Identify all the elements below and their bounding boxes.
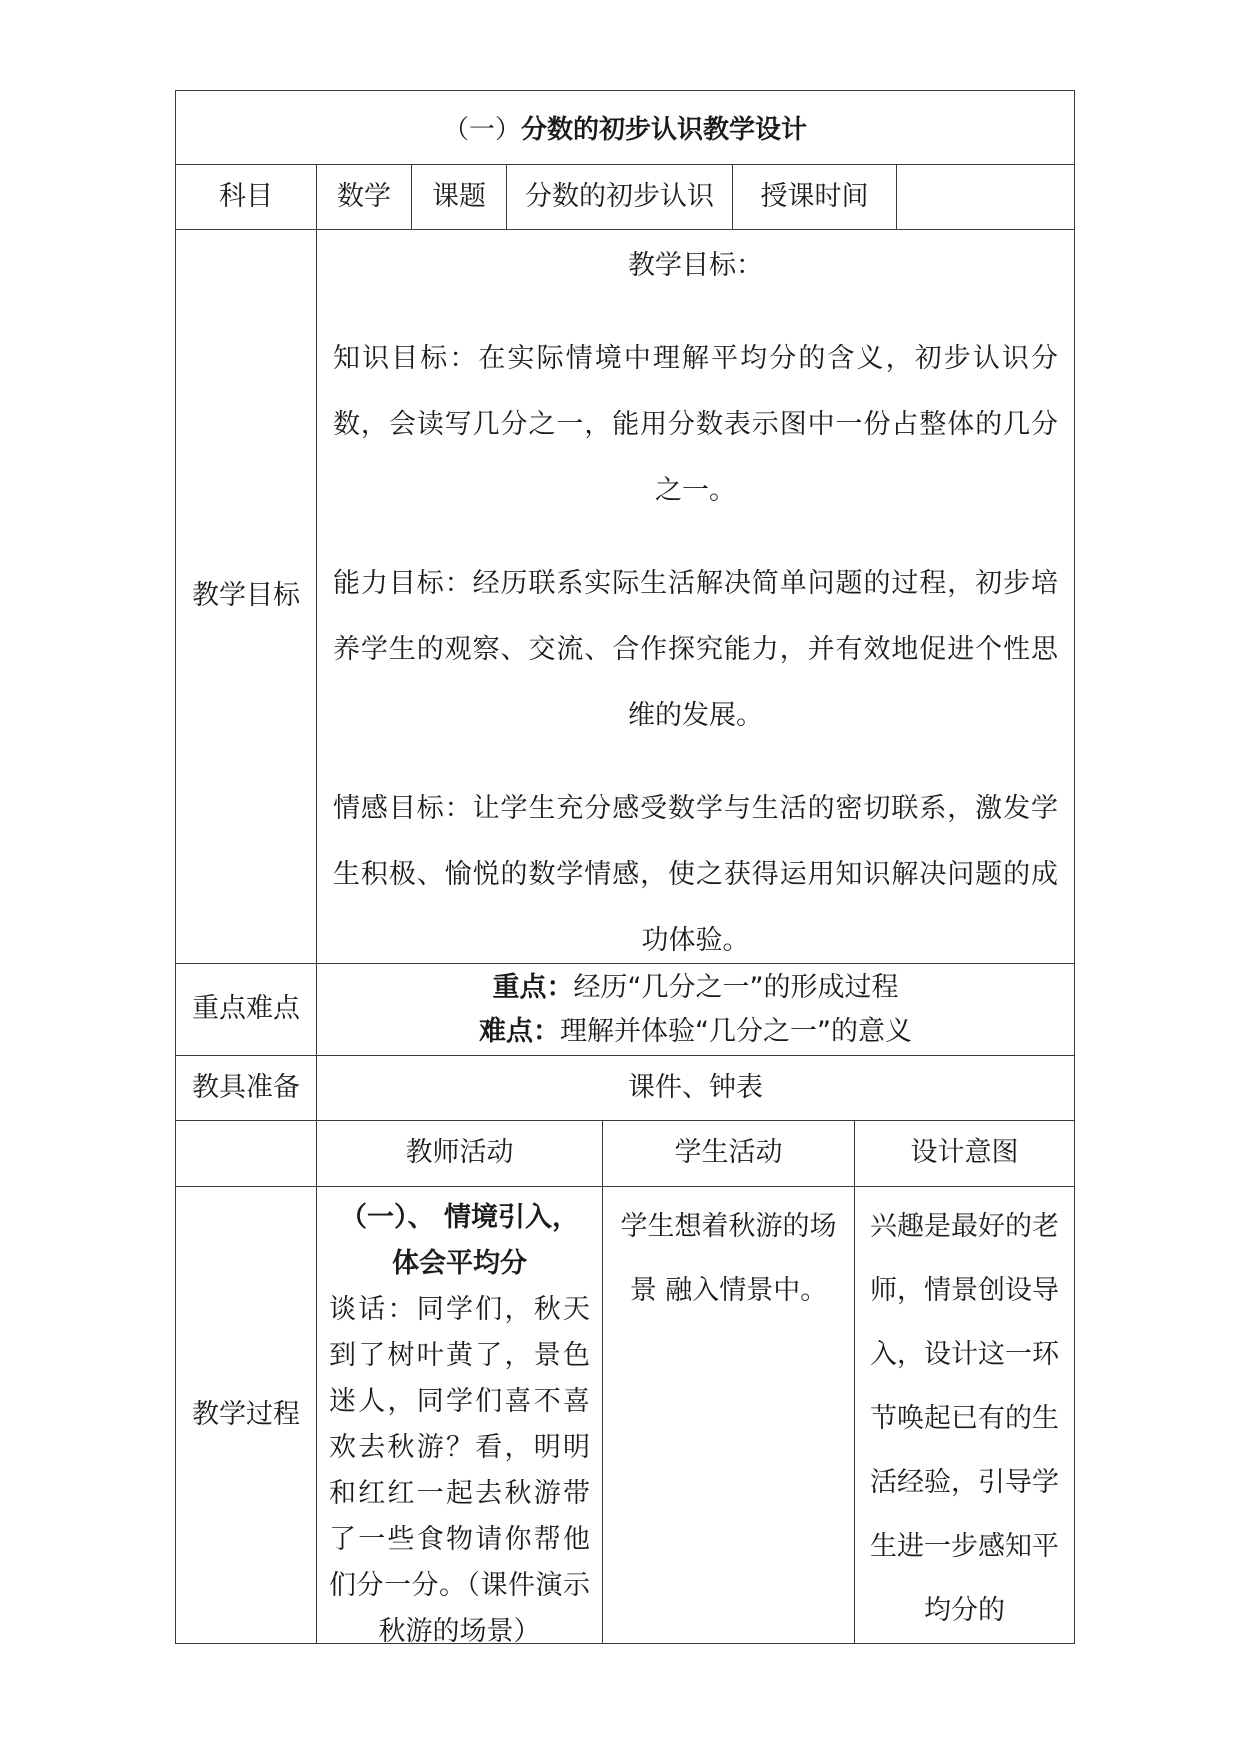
- page-title: 分数的初步认识教学设计: [521, 115, 808, 145]
- difficulty-line: [479, 1010, 912, 1054]
- design-intent-header: 设计意图: [854, 1120, 1075, 1187]
- difficulty-text: 理解并体验“几分之一”的意义: [560, 1015, 912, 1047]
- knowledge-objective: 知识目标：在实际情境中理解平均分的含义，初步认识分数，会读写几分之一，能用分数表示图中一份占整体的几分之一。: [333, 343, 1058, 506]
- student-activity-cell: [602, 1186, 855, 1644]
- subject-label: 科目: [175, 164, 317, 230]
- design-intent-text: 兴趣是最好的老师，情景创设导入，设计这一环节唤起已有的生活经验，引导学生进一步感知平均分的: [870, 1211, 1059, 1626]
- topic-value: 分数的初步认识: [506, 164, 733, 230]
- teacher-activity-header: 教师活动: [316, 1120, 603, 1187]
- objectives-heading: 教学目标：: [628, 250, 763, 281]
- teacher-activity-heading: （一）、 情境引入，体会平均分: [340, 1202, 579, 1279]
- title-prefix: （一）: [442, 115, 521, 145]
- tools-value: 课件、钟表: [316, 1055, 1075, 1121]
- key-points-label: 重点难点: [175, 963, 317, 1056]
- ability-objective: 能力目标：经历联系实际生活解决简单问题的过程，初步培养学生的观察、交流、合作探究能力，并有效地促进个性思维的发展。: [333, 568, 1058, 731]
- key-point-label: 重点：: [492, 971, 574, 1003]
- objectives-content: [316, 229, 1075, 964]
- key-points-content: [316, 963, 1075, 1056]
- lesson-plan-table: [175, 90, 1075, 1647]
- title-cell: [175, 90, 1075, 165]
- key-point-line: [493, 966, 899, 1010]
- student-activity-text: 学生想着秋游的场景 融入情景中。: [620, 1211, 837, 1306]
- process-label: 教学过程: [175, 1186, 317, 1644]
- key-point-text: 经历“几分之一”的形成过程: [573, 971, 899, 1003]
- teacher-activity-text: 谈话：同学们，秋天到了树叶黄了，景色迷人，同学们喜不喜欢去秋游？看，明明和红红一起去秋游带了一些食物请你帮他们分一分。（课件演示秋游的场景）: [329, 1294, 590, 1647]
- objectives-label: 教学目标: [175, 229, 317, 964]
- difficulty-label: 难点：: [479, 1015, 560, 1047]
- tools-label: 教具准备: [175, 1055, 317, 1121]
- subject-value: 数学: [316, 164, 412, 230]
- topic-label: 课题: [411, 164, 507, 230]
- process-header-blank: [175, 1120, 317, 1187]
- student-activity-header: 学生活动: [602, 1120, 855, 1187]
- emotion-objective: 情感目标：让学生充分感受数学与生活的密切联系，激发学生积极、愉悦的数学情感，使之获得运用知识解决问题的成功体验。: [333, 793, 1058, 956]
- time-label: 授课时间: [732, 164, 897, 230]
- teacher-activity-cell: [316, 1186, 603, 1647]
- design-intent-cell: [854, 1186, 1075, 1644]
- time-value: [896, 164, 1075, 230]
